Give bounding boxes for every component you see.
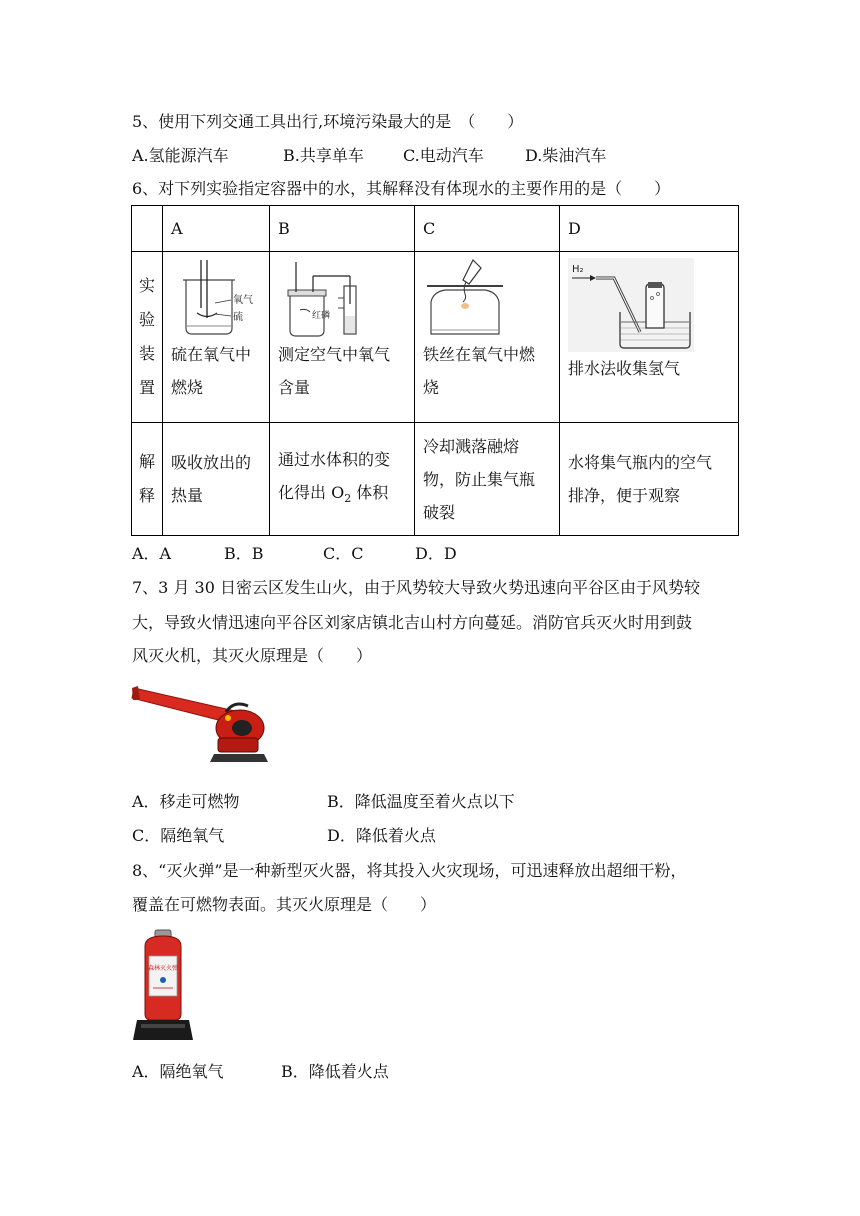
q7-stem-line3: 风灭火机，其灭火原理是（ ） (132, 646, 373, 665)
q6-table (131, 205, 739, 536)
explanation-line: 物，防止集气瓶 (423, 469, 536, 489)
q6-row-label-explanation (132, 423, 163, 536)
q7-stem-line1: 7、3 月 30 日密云区发生山火，由于风势较大导致火势迅速向平谷区由于风势较 (132, 578, 700, 597)
q5-option-b: B.共享单车 (283, 146, 364, 165)
q6-explanation-a (163, 423, 270, 536)
fire-extinguishing-bomb-image (131, 928, 197, 1044)
row-label-char: 释 (138, 486, 155, 505)
setup-caption: 烧 (423, 378, 440, 397)
q6-corner-cell (132, 206, 163, 252)
bomb-label-text: 森林灭火弹 (147, 965, 179, 972)
q8-option-a: A．隔绝氧气 (132, 1062, 224, 1081)
setup-caption: 铁丝在氧气中燃 (423, 345, 536, 364)
row-label-char: 解 (138, 452, 155, 471)
q6-explanation-d (560, 423, 739, 536)
q6-setup-d (560, 252, 739, 423)
q6-header-a: A (163, 206, 270, 252)
q7-option-b: B．降低温度至着火点以下 (327, 792, 515, 811)
explanation-line: 通过水体积的变 (278, 449, 391, 469)
label-oxygen: 氧气 (233, 295, 253, 306)
q5-stem: 5、使用下列交通工具出行,环境污染最大的是 （ ） (132, 112, 524, 131)
setup-caption: 硫在氧气中 (171, 345, 252, 364)
q8-option-b: B．降低着火点 (281, 1062, 389, 1081)
explanation-line: 排净，便于观察 (568, 486, 681, 505)
setup-caption: 含量 (278, 378, 311, 397)
q8-stem-line1: 8、“灭火弹”是一种新型灭火器，将其投入火灾现场，可迅速释放出超细干粉， (132, 861, 687, 880)
q8-stem-line2: 覆盖在可燃物表面。其灭火原理是（ ） (132, 895, 437, 914)
label-red-phosphorus: 红磷 (312, 311, 331, 321)
q5-option-a: A.氢能源汽车 (132, 146, 229, 165)
row-label-char: 置 (138, 378, 155, 397)
sulfur-jar-diagram (171, 258, 261, 338)
iron-wire-jar-diagram (423, 258, 523, 338)
q6-header-b: B (270, 206, 415, 252)
q6-answer-b: B．B (224, 544, 264, 563)
q6-answer-c: C．C (323, 544, 364, 563)
explanation-line: 水将集气瓶内的空气 (568, 453, 713, 472)
setup-caption: 测定空气中氧气 (278, 345, 391, 364)
label-sulfur: 硫 (233, 312, 243, 323)
q6-setup-c (415, 252, 560, 423)
q5-option-c: C.电动汽车 (403, 146, 484, 165)
explanation-text: 体积 (351, 482, 389, 502)
label-h2: H₂ (572, 264, 584, 275)
q7-option-c: C．隔绝氧气 (132, 826, 225, 845)
q6-stem: 6、对下列实验指定容器中的水，其解释没有体现水的主要作用的是（ ） (132, 179, 671, 198)
explanation-line: 吸收放出的 (171, 453, 252, 472)
q6-explanation-c (415, 423, 560, 536)
explanation-line: 冷却溅落融熔 (423, 436, 520, 456)
q6-header-c: C (415, 206, 560, 252)
q6-answer-a: A．A (132, 544, 172, 563)
setup-caption: 燃烧 (171, 378, 204, 397)
hydrogen-collection-diagram (568, 258, 694, 352)
q7-stem-line2: 大，导致火情迅速向平谷区刘家店镇北吉山村方向蔓延。消防官兵灭火时用到鼓 (132, 613, 693, 632)
explanation-line (278, 476, 406, 515)
explanation-line: 热量 (171, 486, 204, 505)
q6-setup-b (270, 252, 415, 423)
row-label-char: 装 (138, 344, 155, 363)
q7-option-a: A．移走可燃物 (132, 792, 240, 811)
row-label-char: 验 (138, 310, 155, 329)
subscript: 2 (344, 492, 352, 506)
explanation-line: 破裂 (423, 502, 456, 522)
explanation-text: 化得出 O (278, 482, 345, 502)
q6-explanation-b (270, 423, 415, 536)
q7-option-d: D．降低着火点 (327, 826, 436, 845)
q6-setup-a (163, 252, 270, 423)
oxygen-content-apparatus-diagram (278, 258, 378, 338)
setup-caption: 排水法收集氢气 (568, 359, 681, 378)
row-label-char: 实 (138, 276, 155, 295)
q6-row-label-setup (132, 252, 163, 423)
q6-answer-d: D．D (415, 544, 457, 563)
leaf-blower-image (130, 682, 272, 774)
q6-header-d: D (560, 206, 739, 252)
q5-option-d: D.柴油汽车 (525, 146, 607, 165)
